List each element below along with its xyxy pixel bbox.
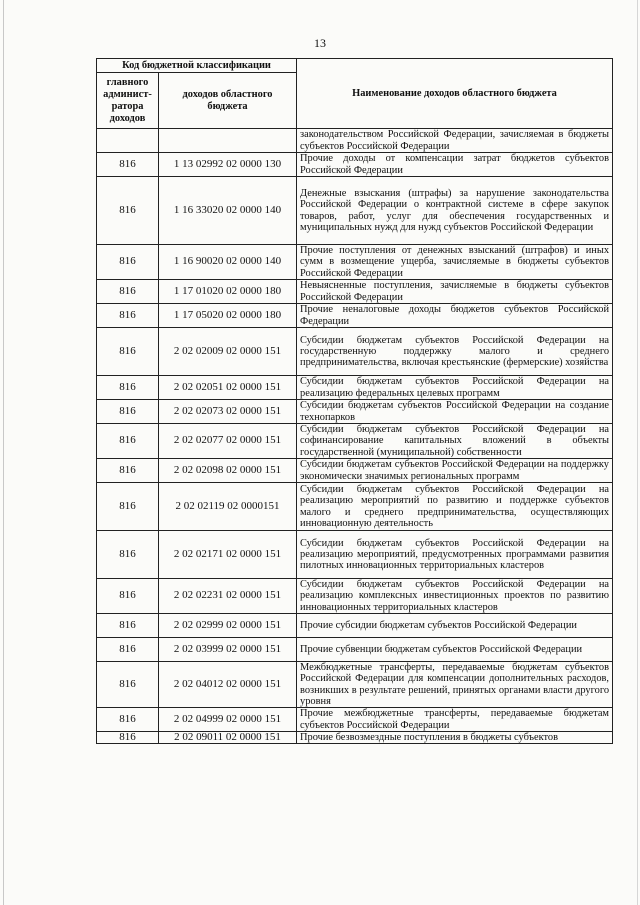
income-name-cell: Прочие неналоговые доходы бюджетов субъектов Российской Федерации <box>297 304 613 328</box>
table-row <box>97 304 613 328</box>
income-name-cell: Прочие субсидии бюджетам субъектов Российской Федерации <box>297 614 613 638</box>
income-name-cell: Невыясненные поступления, зачисляемые в бюджеты субъектов Российской Федерации <box>297 280 613 304</box>
income-code-cell: 2 02 04999 02 0000 151 <box>159 708 297 732</box>
table-row <box>97 424 613 459</box>
income-name-cell: Прочие поступления от денежных взысканий (штрафов) и иных сумм в возмещение ущерба, зачисляемые в бюджеты субъектов Российской Федерации <box>297 245 613 280</box>
admin-code-cell: 816 <box>97 459 159 483</box>
income-code-cell: 2 02 02119 02 0000151 <box>159 483 297 531</box>
income-name-cell: Субсидии бюджетам субъектов Российской Федерации на реализацию комплексных инвестиционных проектов по развитию инновационных территориальных кластеров <box>297 579 613 614</box>
admin-code-cell: 816 <box>97 376 159 400</box>
income-name-cell: Субсидии бюджетам субъектов Российской Федерации на реализацию федеральных целевых программ <box>297 376 613 400</box>
admin-code-cell: 816 <box>97 177 159 245</box>
scan-edge-left <box>3 0 4 905</box>
income-code-cell: 2 02 02171 02 0000 151 <box>159 531 297 579</box>
income-name-cell: Субсидии бюджетам субъектов Российской Федерации на создание технопарков <box>297 400 613 424</box>
header-budget-code-group: Код бюджетной классификации <box>97 59 297 73</box>
table-row <box>97 459 613 483</box>
income-name-cell: Субсидии бюджетам субъектов Российской Федерации на государственную поддержку малого и среднего предпринимательства, включая крестьянские (фермерские) хозяйства <box>297 328 613 376</box>
header-name-column: Наименование доходов областного бюджета <box>297 59 613 129</box>
admin-code-cell: 816 <box>97 662 159 708</box>
table-row <box>97 662 613 708</box>
table-row <box>97 708 613 732</box>
admin-code-cell: 816 <box>97 400 159 424</box>
admin-code-cell <box>97 129 159 153</box>
admin-code-cell: 816 <box>97 614 159 638</box>
income-name-cell: Субсидии бюджетам субъектов Российской Федерации на софинансирование капитальных вложений в объекты государственной (муниципальной) собственности <box>297 424 613 459</box>
income-name-cell: Межбюджетные трансферты, передаваемые бюджетам субъектов Российской Федерации для компенсации дополнительных расходов, возникших в результате решений, принятых органами власти другого уровня <box>297 662 613 708</box>
table-row <box>97 614 613 638</box>
income-code-cell: 2 02 09011 02 0000 151 <box>159 732 297 744</box>
income-code-cell: 1 16 90020 02 0000 140 <box>159 245 297 280</box>
income-code-cell: 1 17 05020 02 0000 180 <box>159 304 297 328</box>
admin-code-cell: 816 <box>97 304 159 328</box>
admin-code-cell: 816 <box>97 531 159 579</box>
admin-code-cell: 816 <box>97 483 159 531</box>
admin-code-cell: 816 <box>97 732 159 744</box>
budget-classification-table <box>96 58 613 744</box>
income-name-cell: Денежные взыскания (штрафы) за нарушение законодательства Российской Федерации о контрактной системе в сфере закупок товаров, работ, услуг для обеспечения государственных и муниципальных нужд для нужд субъектов Российской Федерации <box>297 177 613 245</box>
income-code-cell: 2 02 03999 02 0000 151 <box>159 638 297 662</box>
admin-code-cell: 816 <box>97 245 159 280</box>
table-row <box>97 579 613 614</box>
table-row <box>97 483 613 531</box>
income-name-cell: законодательством Российской Федерации, зачисляемая в бюджеты субъектов Российской Федерации <box>297 129 613 153</box>
income-name-cell: Прочие доходы от компенсации затрат бюджетов субъектов Российской Федерации <box>297 153 613 177</box>
income-code-cell: 2 02 02999 02 0000 151 <box>159 614 297 638</box>
admin-code-cell: 816 <box>97 280 159 304</box>
table-row <box>97 638 613 662</box>
table-row <box>97 153 613 177</box>
income-name-cell: Прочие межбюджетные трансферты, передаваемые бюджетам субъектов Российской Федерации <box>297 708 613 732</box>
income-code-cell: 2 02 02231 02 0000 151 <box>159 579 297 614</box>
admin-code-cell: 816 <box>97 328 159 376</box>
admin-code-cell: 816 <box>97 638 159 662</box>
income-code-cell: 2 02 02051 02 0000 151 <box>159 376 297 400</box>
header-code-column: доходов областного бюджета <box>159 73 297 129</box>
table-row <box>97 129 613 153</box>
income-code-cell: 1 13 02992 02 0000 130 <box>159 153 297 177</box>
table-row <box>97 376 613 400</box>
table-row <box>97 328 613 376</box>
income-name-cell: Субсидии бюджетам субъектов Российской Федерации на реализацию мероприятий по развитию и поддержке субъектов малого и среднего предпринимательства, осуществляющих инновационную деятельность <box>297 483 613 531</box>
table-row <box>97 280 613 304</box>
admin-code-cell: 816 <box>97 708 159 732</box>
income-code-cell: 2 02 04012 02 0000 151 <box>159 662 297 708</box>
income-code-cell: 2 02 02009 02 0000 151 <box>159 328 297 376</box>
income-name-cell: Прочие безвозмездные поступления в бюджеты субъектов <box>297 732 613 744</box>
header-admin-column: главного админист-ратора доходов <box>97 73 159 129</box>
table-row <box>97 732 613 744</box>
table-row <box>97 531 613 579</box>
page-number: 13 <box>314 36 326 50</box>
admin-code-cell: 816 <box>97 153 159 177</box>
table-body <box>97 129 613 744</box>
income-code-cell: 1 17 01020 02 0000 180 <box>159 280 297 304</box>
income-code-cell: 2 02 02077 02 0000 151 <box>159 424 297 459</box>
admin-code-cell: 816 <box>97 424 159 459</box>
income-name-cell: Прочие субвенции бюджетам субъектов Российской Федерации <box>297 638 613 662</box>
income-code-cell: 2 02 02098 02 0000 151 <box>159 459 297 483</box>
income-name-cell: Субсидии бюджетам субъектов Российской Федерации на поддержку экономически значимых региональных программ <box>297 459 613 483</box>
income-code-cell <box>159 129 297 153</box>
table-row <box>97 400 613 424</box>
scan-edge-right <box>637 0 638 905</box>
income-code-cell: 2 02 02073 02 0000 151 <box>159 400 297 424</box>
income-name-cell: Субсидии бюджетам субъектов Российской Федерации на реализацию мероприятий, предусмотренных программами развития пилотных инновационных территориальных кластеров <box>297 531 613 579</box>
table-row <box>97 177 613 245</box>
table-row <box>97 245 613 280</box>
income-code-cell: 1 16 33020 02 0000 140 <box>159 177 297 245</box>
admin-code-cell: 816 <box>97 579 159 614</box>
